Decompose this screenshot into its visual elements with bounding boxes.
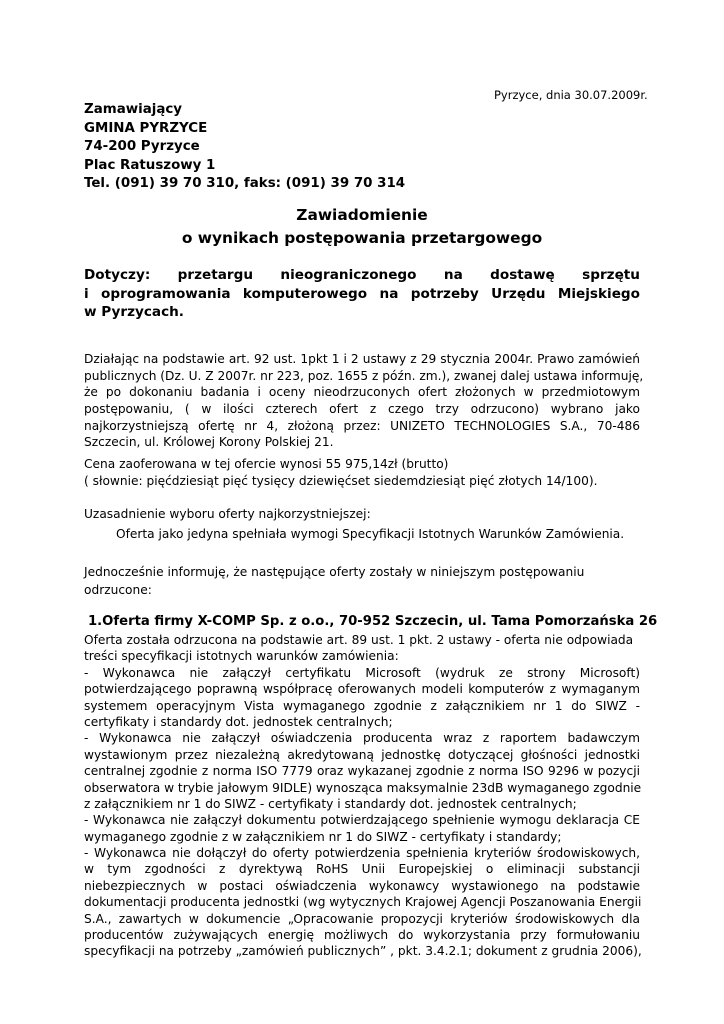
paragraph-line: najkorzystniejszą ofertę nr 4, złożoną przez: UNIZETO TECHNOLOGIES S.A., 70-486: [84, 418, 640, 433]
document-subtitle: o wynikach postępowania przetargowego: [181, 229, 543, 247]
offer-detail-line: z załącznikiem nr 1 do SIWZ - certyfikaty i standardy dot. jednostek centralnych;: [84, 796, 577, 811]
offer-detail-line: - Wykonawca nie załączył oświadczenia producenta wraz z raportem badawczym: [84, 731, 640, 746]
paragraph-line: postępowaniu, ( w ilości czterech ofert z czego trzy odrzucono) wybrano jako: [84, 402, 640, 417]
offer-detail-line: wystawionym przez niezależną akredytowaną jednostkę dotyczącej głośności jednostki: [84, 747, 640, 762]
paragraph-line: publicznych (Dz. U. Z 2007r. nr 223, poz. 1655 z późn. zm.), zwanej dalej ustawa informuję,: [84, 368, 644, 383]
offer-detail-line: obserwatora w trybie jałowym 9IDLE) wynosząca maksymalnie 23dB wymaganego zgodnie: [84, 780, 642, 795]
subject-line: Dotyczy: przetargu nieograniczonego na dostawę sprzętu: [84, 267, 640, 283]
offer-detail-line: treści specyfikacji istotnych warunków zamówienia:: [84, 649, 399, 664]
rejected-intro: [84, 563, 640, 599]
paragraph-line: Działając na podstawie art. 92 ust. 1pkt 1 i 2 ustawy z 29 stycznia 2004r. Prawo zamówień: [84, 352, 640, 366]
offer-detail-line: niebezpiecznych w postaci oświadczenia wykonawcy wystawionego na podstawie: [84, 878, 640, 893]
intro-paragraph: [84, 351, 644, 451]
offer-detail-line: producentów zużywających energię możliwych do wykorzystania przy formułowaniu: [84, 928, 640, 943]
offer-detail-line: potwierdzającego poprawną współpracę oferowanych modeli komputerów z wymaganym: [84, 682, 640, 697]
sender-line: 74-200 Pyrzyce: [84, 139, 200, 154]
paragraph-line: Jednocześnie informuję, że następujące oferty zostały w niniejszym postępowaniu: [84, 565, 585, 579]
offer-detail-line: systemem operacyjnym Vista wymaganego zgodnie z załącznikiem nr 1 do SIWZ -: [84, 698, 640, 713]
subject-line: w Pyrzycach.: [84, 304, 184, 321]
paragraph-line: że po dokonaniu badania i oceny nieodrzuconych ofert złożonych w przedmiotowym: [84, 385, 640, 400]
offer-detail-line: dokumentacji producenta jednostki (wg wytycznych Krajowej Agencji Poszanowania Energii: [84, 895, 642, 910]
paragraph-line: ( słownie: pięćdziesiąt pięć tysięcy dziewięćset siedemdziesiąt pięć złotych 14/100).: [84, 473, 598, 488]
sender-line: GMINA PYRZYCE: [84, 120, 208, 136]
offer-detail-line: certyfikaty i standardy dot. jednostek centralnych;: [84, 714, 393, 729]
sender-line: Plac Ratuszowy 1: [84, 157, 216, 173]
justification-label: Uzasadnienie wyboru oferty najkorzystniejszej:: [84, 507, 371, 521]
offer-detail-line: w tym zgodności z dyrektywą RoHS Unii Europejskiej o eliminacji substancji: [84, 862, 640, 877]
document-title: Zawiadomienie: [296, 206, 428, 224]
sender-line: Zamawiający: [84, 102, 183, 117]
justification-text: Oferta jako jedyna spełniała wymogi Specyfikacji Istotnych Warunków Zamówienia.: [116, 527, 625, 541]
offer-detail-line: centralnej zgodnie z norma ISO 7779 oraz wykazanej zgodnie z norma ISO 9296 w pozycji: [84, 764, 640, 779]
offer-detail-line: - Wykonawca nie załączył certyfikatu Microsoft (wydruk ze strony Microsoft): [84, 665, 640, 680]
sender-line: Tel. (091) 39 70 310, faks: (091) 39 70 314: [84, 176, 406, 191]
document-date: Pyrzyce, dnia 30.07.2009r.: [494, 88, 648, 102]
offer-detail-line: specyfikacji na potrzeby „zamówień publicznych” , pkt. 3.4.2.1; dokument z grudnia 2006),: [84, 944, 642, 959]
offer-detail-line: wymaganego zgodnie z w załącznikiem nr 1 do SIWZ - certyfikaty i standardy;: [84, 829, 562, 844]
offer-detail-line: - Wykonawca nie dołączył do oferty potwierdzenia spełnienia kryteriów środowiskowych,: [84, 846, 640, 861]
subject-line: i oprogramowania komputerowego na potrzeby Urzędu Miejskiego: [84, 285, 640, 302]
offer-detail-line: S.A., zawartych w dokumencie „Opracowanie propozycji kryteriów środowiskowych dla: [84, 911, 640, 926]
sender-block: [84, 101, 405, 194]
offer-heading: 1.Oferta firmy X-COMP Sp. z o.o., 70-952 Szczecin, ul. Tama Pomorzańska 26: [88, 614, 658, 629]
offer-rejection-details: [84, 632, 640, 960]
paragraph-line: odrzucone:: [84, 583, 152, 597]
paragraph-line: Cena zaoferowana w tej ofercie wynosi 55 975,14zł (brutto): [84, 457, 449, 471]
offer-detail-line: - Wykonawca nie załączył dokumentu potwierdzającego spełnienie wymogu deklaracja CE: [84, 813, 640, 828]
price-paragraph: [84, 456, 640, 489]
paragraph-line: Szczecin, ul. Królowej Korony Polskiej 21.: [84, 435, 334, 450]
offer-detail-line: Oferta została odrzucona na podstawie art. 89 ust. 1 pkt. 2 ustawy - oferta nie odpowiada: [84, 633, 634, 647]
subject-block: [84, 266, 640, 322]
